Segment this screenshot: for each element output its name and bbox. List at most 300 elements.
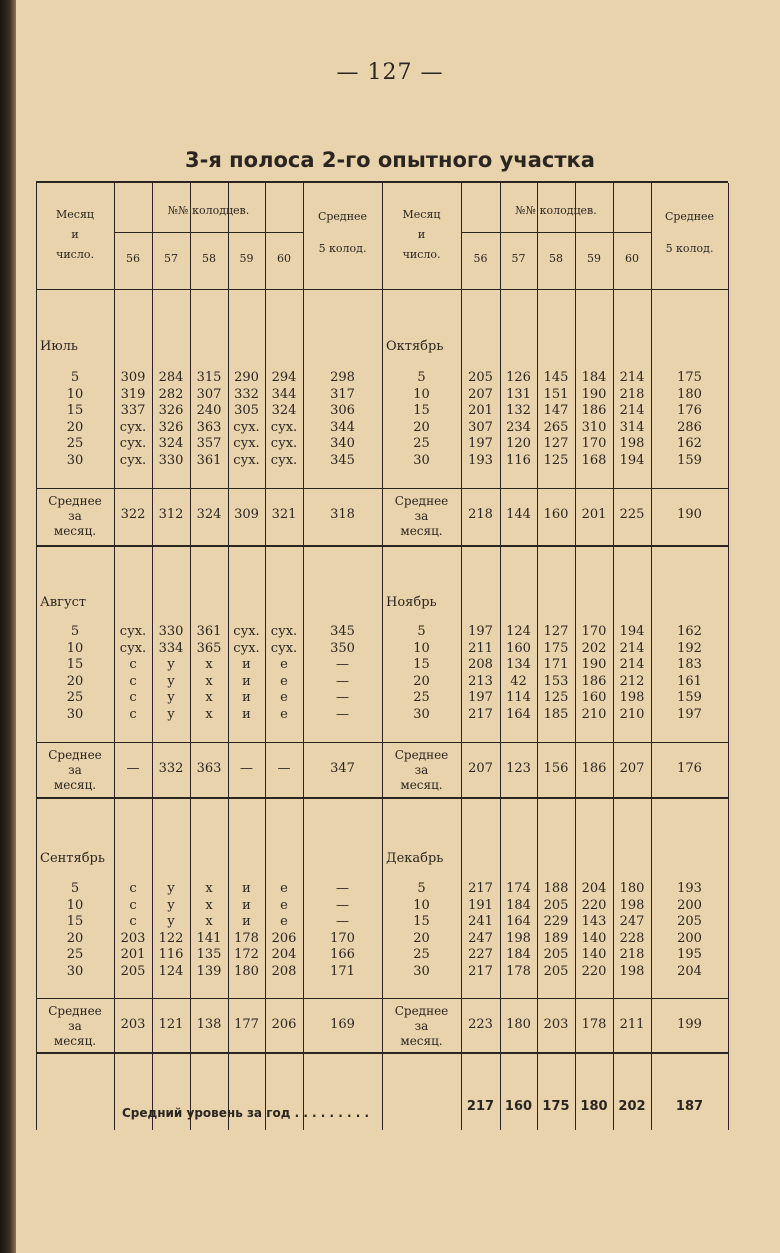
left-row-average: — <box>336 707 349 722</box>
right-row-value: 210 <box>619 707 645 722</box>
right-row-value: 197 <box>468 624 493 639</box>
left-mean-value: 138 <box>196 1017 222 1032</box>
left-row-day: 20 <box>66 930 84 946</box>
right-row-day: 5 <box>417 624 426 639</box>
right-row-value: 227 <box>468 947 493 963</box>
right-row-value: 42 <box>510 673 527 689</box>
left-row-value: 319 <box>120 386 146 402</box>
right-mean-top-rule <box>382 488 728 489</box>
right-row-value: 114 <box>506 690 531 706</box>
left-row-value: е <box>280 881 288 896</box>
year-average-value: 175 <box>542 1099 570 1114</box>
left-row-value: 206 <box>271 930 297 946</box>
left-row-value: 204 <box>271 947 297 963</box>
table-title: 3-я полоса 2-го опытного участка <box>185 148 595 172</box>
left-row-day: 30 <box>66 707 84 722</box>
left-row-value: х <box>205 881 213 896</box>
left-row-value: 141 <box>196 930 222 946</box>
right-row-value: 210 <box>581 707 607 722</box>
right-row-value: 247 <box>468 930 493 946</box>
right-row-day: 5 <box>417 881 426 896</box>
right-header-well-58: 58 <box>549 252 563 265</box>
left-mean-value: 206 <box>271 1017 297 1032</box>
left-row-average: 166 <box>330 947 355 963</box>
right-header-well-57: 57 <box>511 252 526 265</box>
left-row-value: х <box>205 690 213 706</box>
left-row-value: сух. <box>233 419 260 435</box>
right-row-value: 184 <box>506 947 531 963</box>
left-row-value: 363 <box>196 419 222 435</box>
right-row-average: 183 <box>677 657 702 673</box>
left-row-average: 340 <box>330 436 355 452</box>
left-row-value: 294 <box>271 370 297 385</box>
left-mean-label: Среднее <box>48 1004 102 1018</box>
column-rule <box>228 183 229 1130</box>
left-row-value: сух. <box>119 624 147 639</box>
left-row-value: 324 <box>158 436 184 452</box>
left-mean-value: 324 <box>196 507 222 522</box>
left-row-day: 30 <box>66 964 84 979</box>
right-mean-average: 199 <box>677 1017 702 1032</box>
left-row-average: — <box>336 914 349 930</box>
right-mean-value: 211 <box>619 1017 645 1032</box>
left-row-value: 172 <box>234 947 259 963</box>
left-row-value: 290 <box>234 370 259 385</box>
left-row-value: и <box>242 657 251 673</box>
right-row-value: 204 <box>581 881 607 896</box>
right-row-value: 188 <box>543 881 569 896</box>
left-row-value: у <box>167 707 175 722</box>
left-row-value: 324 <box>271 403 297 419</box>
right-row-value: 198 <box>619 436 645 452</box>
right-row-day: 15 <box>413 657 430 673</box>
right-row-value: 207 <box>468 386 493 402</box>
left-row-value: сух. <box>270 640 298 656</box>
right-header-month-day: и <box>417 228 426 241</box>
year-average-value: 160 <box>504 1099 533 1114</box>
left-mean-value: — <box>277 761 291 776</box>
left-row-day: 10 <box>66 897 84 913</box>
left-row-value: 309 <box>120 370 146 385</box>
left-row-value: сух. <box>270 453 298 468</box>
right-row-value: 147 <box>543 403 569 419</box>
left-row-day: 30 <box>66 453 84 468</box>
left-row-value: и <box>242 914 251 930</box>
left-row-value: сух. <box>270 419 298 435</box>
left-row-value: сух. <box>119 436 147 452</box>
column-rule <box>537 183 538 1130</box>
right-row-value: 194 <box>619 453 645 468</box>
left-row-average: 306 <box>330 403 355 419</box>
left-mean-label: за <box>68 509 82 523</box>
left-row-average: — <box>336 673 349 689</box>
year-average-label: Средний уровень за год . . . . . . . . . <box>122 1106 370 1120</box>
right-row-day: 10 <box>413 897 430 913</box>
right-row-average: 197 <box>677 707 702 722</box>
left-row-value: у <box>167 690 175 706</box>
right-row-average: 200 <box>677 897 702 913</box>
left-header-average: Среднее <box>317 210 368 223</box>
left-row-value: у <box>167 881 175 896</box>
left-row-value: 326 <box>158 403 184 419</box>
right-row-value: 153 <box>543 673 569 689</box>
right-row-value: 241 <box>468 914 493 930</box>
right-row-day: 20 <box>413 673 430 689</box>
left-row-average: 298 <box>330 370 355 385</box>
left-header-well-59: 59 <box>239 252 254 265</box>
left-row-average: 345 <box>330 453 355 468</box>
right-header-month-day: число. <box>402 248 441 261</box>
right-row-value: 205 <box>543 964 569 979</box>
right-row-value: 186 <box>581 403 607 419</box>
right-row-value: 189 <box>543 930 569 946</box>
left-row-value: сух. <box>233 640 260 656</box>
left-row-average: 345 <box>330 624 355 639</box>
left-row-value: с <box>129 914 137 930</box>
left-row-value: 180 <box>234 964 259 979</box>
right-row-value: 127 <box>543 624 569 639</box>
left-row-average: 170 <box>330 930 355 946</box>
right-row-day: 10 <box>413 640 430 656</box>
right-row-day: 20 <box>413 419 430 435</box>
right-mean-value: 207 <box>619 761 645 776</box>
right-row-value: 180 <box>619 881 645 896</box>
left-row-value: 205 <box>120 964 146 979</box>
right-mean-value: 218 <box>468 507 493 522</box>
right-header-average: 5 колод. <box>665 242 714 255</box>
column-rule <box>382 183 383 1130</box>
left-row-average: 317 <box>330 386 355 402</box>
right-row-value: 217 <box>468 707 493 722</box>
left-mean-value: 177 <box>234 1017 259 1032</box>
right-row-value: 164 <box>506 914 531 930</box>
right-row-value: 229 <box>543 914 569 930</box>
left-row-value: сух. <box>233 436 260 452</box>
book-spine <box>0 0 16 1253</box>
right-row-value: 160 <box>506 640 531 656</box>
right-row-average: 159 <box>677 690 702 706</box>
left-row-value: и <box>242 707 251 722</box>
left-row-value: 124 <box>158 964 184 979</box>
right-row-day: 30 <box>413 453 430 468</box>
right-row-average: 159 <box>677 453 702 468</box>
right-header-wells: №№ колодцев. <box>515 204 597 217</box>
right-month-name: Октябрь <box>386 339 444 354</box>
left-header-average: 5 колод. <box>318 242 367 255</box>
left-row-value: и <box>242 673 251 689</box>
left-row-value: х <box>205 707 213 722</box>
right-mean-average: 176 <box>677 761 702 776</box>
right-row-value: 186 <box>581 673 607 689</box>
right-mean-label: месяц. <box>400 524 443 538</box>
right-row-value: 208 <box>468 657 493 673</box>
right-row-value: 214 <box>619 370 645 385</box>
right-row-value: 170 <box>581 436 607 452</box>
left-row-value: у <box>167 914 175 930</box>
right-row-value: 307 <box>468 419 493 435</box>
left-mean-bottom-rule <box>36 797 382 799</box>
right-row-value: 120 <box>506 436 531 452</box>
left-row-value: у <box>167 897 175 913</box>
right-row-value: 197 <box>468 690 493 706</box>
right-row-value: 197 <box>468 436 493 452</box>
left-row-value: с <box>129 673 137 689</box>
right-row-value: 314 <box>619 419 645 435</box>
right-header-well-59: 59 <box>587 252 601 265</box>
page-number: — 127 — <box>336 60 444 85</box>
right-row-value: 202 <box>581 640 607 656</box>
left-row-value: 337 <box>120 403 146 419</box>
left-row-value: 315 <box>196 370 222 385</box>
left-row-average: 350 <box>330 640 355 656</box>
left-header-month-day: Месяц <box>56 208 94 221</box>
left-row-value: сух. <box>270 436 298 452</box>
left-mean-bottom-rule <box>36 1052 382 1054</box>
left-row-value: 135 <box>196 947 222 963</box>
left-row-value: 344 <box>271 386 297 402</box>
left-row-value: сух. <box>119 453 147 468</box>
right-row-value: 131 <box>506 386 531 402</box>
right-row-day: 15 <box>413 914 430 930</box>
left-row-value: с <box>129 707 137 722</box>
right-row-day: 25 <box>413 947 430 963</box>
right-row-average: 180 <box>677 386 702 402</box>
left-mean-average: 347 <box>330 761 355 776</box>
right-row-value: 171 <box>543 657 569 673</box>
right-mean-value: 180 <box>506 1017 531 1032</box>
left-row-average: — <box>336 657 349 673</box>
left-row-value: и <box>242 881 251 896</box>
column-rule <box>613 183 614 1130</box>
right-row-value: 132 <box>506 403 531 419</box>
column-rule <box>36 183 37 1130</box>
right-row-value: 194 <box>619 624 645 639</box>
right-row-value: 143 <box>581 914 607 930</box>
left-row-value: 203 <box>120 930 146 946</box>
right-mean-top-rule <box>382 742 728 743</box>
left-row-value: с <box>129 897 137 913</box>
right-row-value: 125 <box>543 690 569 706</box>
right-mean-label: за <box>414 763 429 777</box>
left-header-well-60: 60 <box>277 252 291 265</box>
left-month-name: Август <box>40 595 87 610</box>
right-row-value: 140 <box>581 930 607 946</box>
left-row-value: х <box>205 897 213 913</box>
right-row-value: 205 <box>543 897 569 913</box>
right-row-value: 116 <box>506 453 531 468</box>
left-row-value: 330 <box>158 453 184 468</box>
right-row-average: 161 <box>677 673 702 689</box>
right-row-value: 190 <box>581 386 607 402</box>
right-row-value: 201 <box>468 403 493 419</box>
left-row-value: 284 <box>158 370 184 385</box>
right-mean-value: 160 <box>543 507 569 522</box>
left-header-month-day: и <box>71 228 79 241</box>
left-row-value: сух. <box>233 624 260 639</box>
left-row-value: 139 <box>196 964 222 979</box>
left-row-day: 5 <box>70 624 80 639</box>
column-rule <box>651 183 652 1130</box>
left-header-well-57: 57 <box>164 252 178 265</box>
left-row-value: х <box>205 657 213 673</box>
right-row-value: 175 <box>543 640 569 656</box>
left-row-value: 334 <box>158 640 184 656</box>
left-header-well-56: 56 <box>126 252 140 265</box>
right-row-value: 190 <box>581 657 607 673</box>
right-row-value: 220 <box>581 897 607 913</box>
right-mean-label: месяц. <box>400 1034 443 1048</box>
right-mean-value: 203 <box>543 1017 569 1032</box>
left-mean-top-rule <box>36 998 382 999</box>
left-row-day: 10 <box>66 386 84 402</box>
right-mean-value: 225 <box>619 507 645 522</box>
right-row-value: 234 <box>506 419 531 435</box>
column-rule <box>728 183 729 1130</box>
left-row-day: 15 <box>66 914 84 930</box>
left-row-value: 361 <box>196 453 222 468</box>
right-row-day: 20 <box>413 930 430 946</box>
left-row-value: сух. <box>119 640 147 656</box>
right-row-value: 198 <box>619 897 645 913</box>
column-rule <box>303 183 304 1130</box>
right-header-well-60: 60 <box>625 252 639 265</box>
left-row-value: е <box>280 707 288 722</box>
right-mean-bottom-rule <box>382 545 728 547</box>
left-mean-average: 318 <box>330 507 355 522</box>
left-mean-label: месяц. <box>53 1034 97 1048</box>
right-mean-value: 178 <box>581 1017 607 1032</box>
right-header-month-day: Месяц <box>402 208 441 221</box>
left-row-value: с <box>129 881 137 896</box>
left-month-name: Сентябрь <box>40 851 105 866</box>
right-row-value: 217 <box>468 881 493 896</box>
left-mean-value: 321 <box>271 507 297 522</box>
left-mean-average: 169 <box>330 1017 355 1032</box>
right-row-average: 195 <box>677 947 702 963</box>
left-row-day: 25 <box>66 947 84 963</box>
column-rule <box>152 183 153 1130</box>
right-mean-value: 144 <box>506 507 531 522</box>
left-mean-top-rule <box>36 488 382 489</box>
right-row-average: 205 <box>677 914 702 930</box>
right-row-day: 30 <box>413 707 430 722</box>
right-row-value: 184 <box>581 370 607 385</box>
left-row-value: 122 <box>158 930 184 946</box>
right-month-name: Ноябрь <box>386 595 437 610</box>
left-row-value: 332 <box>234 386 259 402</box>
left-mean-value: 322 <box>120 507 146 522</box>
left-row-value: с <box>129 657 137 673</box>
right-row-value: 218 <box>619 386 645 402</box>
right-row-value: 140 <box>581 947 607 963</box>
left-row-day: 15 <box>66 657 84 673</box>
left-row-value: 305 <box>234 403 259 419</box>
column-rule <box>114 183 115 1130</box>
left-row-value: х <box>205 673 213 689</box>
left-row-value: 307 <box>196 386 222 402</box>
left-row-value: у <box>167 673 175 689</box>
right-row-value: 124 <box>506 624 531 639</box>
right-row-value: 198 <box>619 690 645 706</box>
right-mean-label: Среднее <box>394 1004 449 1018</box>
right-row-value: 228 <box>619 930 645 946</box>
right-row-value: 193 <box>468 453 493 468</box>
left-row-day: 15 <box>66 403 84 419</box>
right-row-day: 30 <box>413 964 430 979</box>
left-row-value: 365 <box>196 640 222 656</box>
right-row-value: 185 <box>543 707 569 722</box>
right-mean-bottom-rule <box>382 1052 728 1054</box>
left-row-value: е <box>280 897 288 913</box>
right-mean-value: 201 <box>581 507 607 522</box>
right-mean-label: Среднее <box>394 494 449 508</box>
left-row-value: сух. <box>233 453 260 468</box>
left-mean-label: Среднее <box>48 748 102 762</box>
left-row-value: е <box>280 657 288 673</box>
right-mean-label: месяц. <box>400 778 443 792</box>
right-row-value: 125 <box>543 453 569 468</box>
left-mean-label: за <box>68 763 82 777</box>
wells-subheader-rule <box>461 232 651 233</box>
right-row-average: 176 <box>677 403 702 419</box>
right-row-average: 162 <box>677 624 702 639</box>
right-row-day: 25 <box>413 690 430 706</box>
left-mean-value: 203 <box>120 1017 146 1032</box>
right-row-average: 193 <box>677 881 702 896</box>
right-row-value: 198 <box>619 964 645 979</box>
right-header-average: Среднее <box>664 210 715 223</box>
left-row-average: 344 <box>330 419 355 435</box>
right-row-value: 127 <box>543 436 569 452</box>
right-row-day: 5 <box>417 370 426 385</box>
right-row-average: 200 <box>677 930 702 946</box>
right-row-value: 214 <box>619 403 645 419</box>
right-row-value: 265 <box>543 419 569 435</box>
left-mean-value: — <box>240 761 253 776</box>
right-row-value: 164 <box>506 707 531 722</box>
right-mean-value: 223 <box>468 1017 493 1032</box>
right-row-value: 214 <box>619 657 645 673</box>
left-row-day: 20 <box>66 419 84 435</box>
left-row-average: — <box>336 690 349 706</box>
left-mean-label: Среднее <box>48 494 102 508</box>
left-row-value: 240 <box>196 403 222 419</box>
right-row-average: 204 <box>677 964 702 979</box>
right-row-value: 151 <box>543 386 569 402</box>
left-row-day: 25 <box>66 436 84 452</box>
left-row-value: сух. <box>270 624 298 639</box>
right-row-value: 217 <box>468 964 493 979</box>
right-mean-bottom-rule <box>382 797 728 799</box>
year-average-value: 180 <box>580 1099 608 1114</box>
right-row-value: 211 <box>468 640 493 656</box>
right-row-value: 310 <box>581 419 607 435</box>
right-mean-value: 156 <box>543 761 569 776</box>
right-row-average: 192 <box>677 640 702 656</box>
left-row-value: 178 <box>234 930 259 946</box>
right-mean-value: 186 <box>581 761 607 776</box>
left-row-average: 171 <box>330 964 355 979</box>
left-mean-label: месяц. <box>53 778 97 792</box>
column-rule <box>461 183 462 1130</box>
left-mean-bottom-rule <box>36 545 382 547</box>
right-month-name: Декабрь <box>386 851 444 866</box>
left-row-value: 116 <box>158 947 184 963</box>
left-row-value: 361 <box>196 624 222 639</box>
left-row-day: 10 <box>66 640 84 656</box>
right-row-day: 10 <box>413 386 430 402</box>
left-row-day: 20 <box>66 673 84 689</box>
